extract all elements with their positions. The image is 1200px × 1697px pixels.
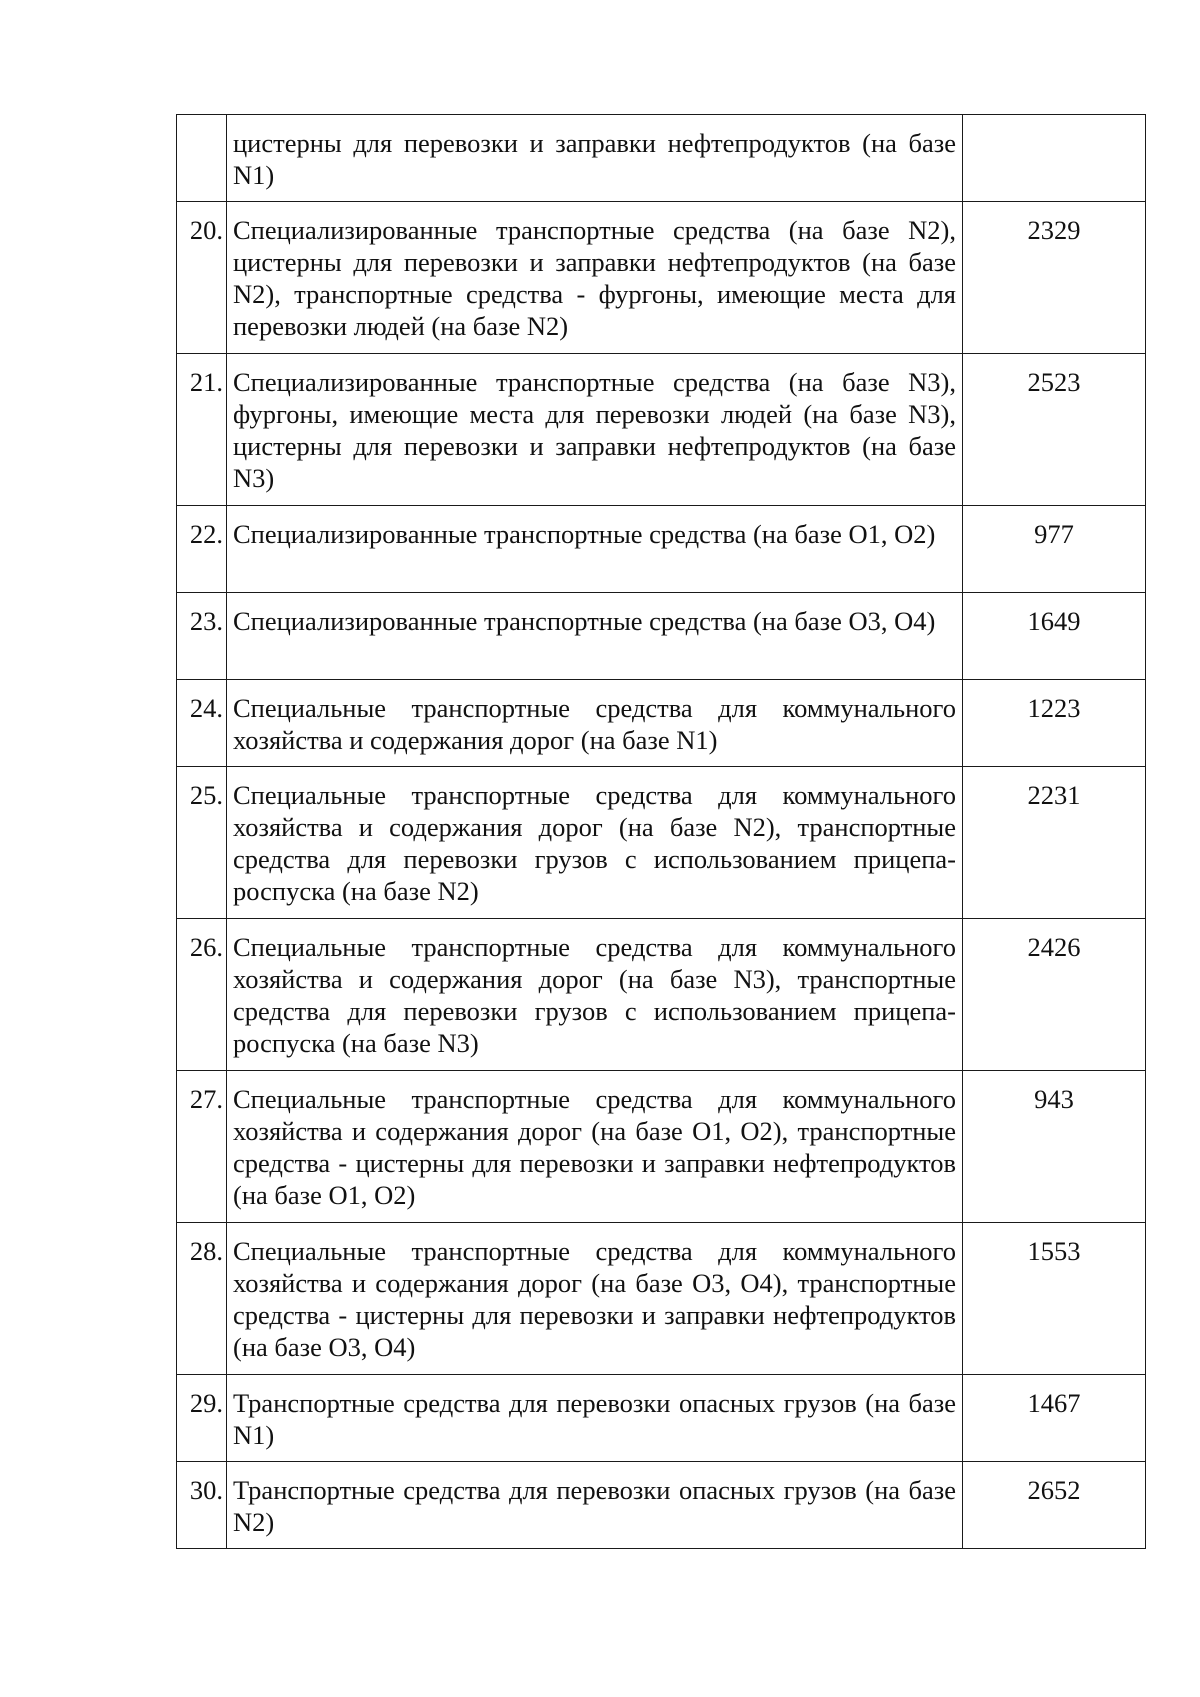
row-description [227,1462,963,1549]
row-description [227,115,963,202]
row-number: 29. [177,1375,227,1462]
table-row [177,1375,1146,1462]
row-number: 23. [177,593,227,680]
row-description [227,593,963,680]
description-text: Специальные транспортные средства для коммунального хозяйства и содержания дорог (на базе N1) [233,693,956,755]
description-text: Специальные транспортные средства для коммунального хозяйства и содержания дорог (на базе O1, O2), транспортные средства - цистерны для перевозки и заправки нефтепродуктов (на базе O1, O2) [233,1084,956,1210]
row-description [227,767,963,919]
row-number [177,115,227,202]
row-value: 977 [963,506,1146,593]
row-description [227,919,963,1071]
row-value: 1553 [963,1223,1146,1375]
table-row [177,1462,1146,1549]
description-text: Специализированные транспортные средства (на базе O1, O2) [233,519,936,549]
table-row [177,767,1146,919]
row-number: 26. [177,919,227,1071]
table-row [177,506,1146,593]
row-number: 24. [177,680,227,767]
row-description [227,1375,963,1462]
row-number: 21. [177,354,227,506]
row-description [227,354,963,506]
description-text: Специальные транспортные средства для коммунального хозяйства и содержания дорог (на базе N3), транспортные средства для перевозки грузов с использованием прицепа-роспуска (на базе N3) [233,932,956,1058]
row-value [963,115,1146,202]
row-value: 1649 [963,593,1146,680]
description-text: цистерны для перевозки и заправки нефтепродуктов (на базе N1) [233,128,956,190]
description-text: Специальные транспортные средства для коммунального хозяйства и содержания дорог (на базе N2), транспортные средства для перевозки грузов с использованием прицепа-роспуска (на базе N2) [233,780,956,906]
description-text: Транспортные средства для перевозки опасных грузов (на базе N2) [233,1475,956,1537]
row-description [227,680,963,767]
table-row [177,202,1146,354]
row-value: 2426 [963,919,1146,1071]
row-description [227,1223,963,1375]
table-row [177,1223,1146,1375]
table-row [177,354,1146,506]
table-row [177,115,1146,202]
row-number: 28. [177,1223,227,1375]
row-value: 1467 [963,1375,1146,1462]
row-number: 30. [177,1462,227,1549]
row-description [227,202,963,354]
table-row [177,919,1146,1071]
description-text: Транспортные средства для перевозки опасных грузов (на базе N1) [233,1388,956,1450]
description-text: Специализированные транспортные средства (на базе O3, O4) [233,606,936,636]
row-number: 22. [177,506,227,593]
description-text: Специализированные транспортные средства (на базе N3), фургоны, имеющие места для перевозки людей (на базе N3), цистерны для перевозки и заправки нефтепродуктов (на базе N3) [233,367,956,493]
description-text: Специализированные транспортные средства (на базе N2), цистерны для перевозки и заправки нефтепродуктов (на базе N2), транспортные средства - фургоны, имеющие места для перевозки людей (на базе N2) [233,215,956,341]
vehicle-table [176,114,1146,1549]
row-value: 2231 [963,767,1146,919]
row-description [227,1071,963,1223]
row-value: 943 [963,1071,1146,1223]
row-value: 1223 [963,680,1146,767]
row-value: 2523 [963,354,1146,506]
row-number: 25. [177,767,227,919]
description-text: Специальные транспортные средства для коммунального хозяйства и содержания дорог (на базе O3, O4), транспортные средства - цистерны для перевозки и заправки нефтепродуктов (на базе O3, O4) [233,1236,956,1362]
row-number: 27. [177,1071,227,1223]
row-value: 2652 [963,1462,1146,1549]
table-row [177,593,1146,680]
table-body [177,115,1146,1549]
row-number: 20. [177,202,227,354]
row-value: 2329 [963,202,1146,354]
table-row [177,1071,1146,1223]
table-row [177,680,1146,767]
row-description [227,506,963,593]
